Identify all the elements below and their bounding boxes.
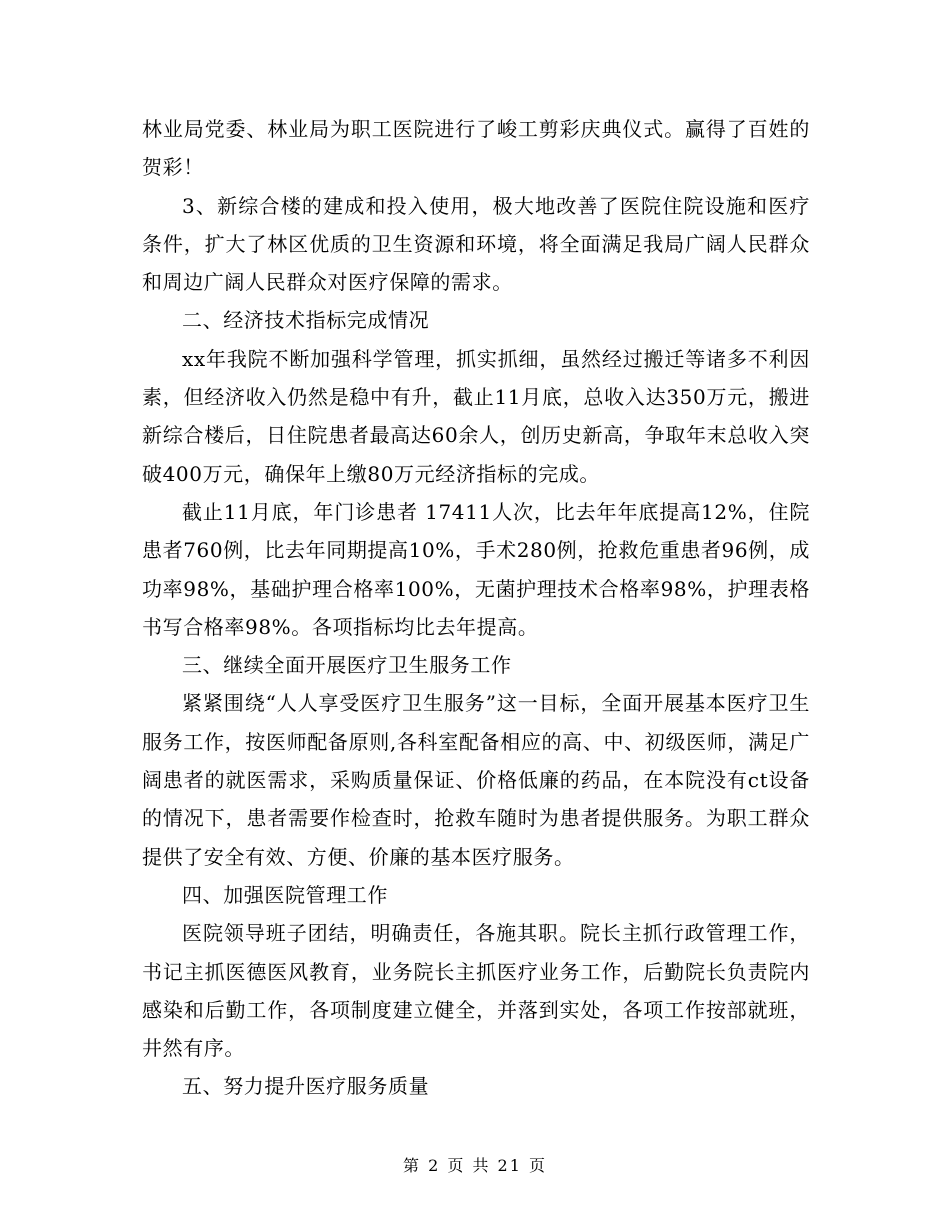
document-body — [142, 110, 810, 1106]
section-heading-medical-service: 三、继续全面开展医疗卫生服务工作 — [182, 653, 512, 678]
paragraph-management: 医院领导班子团结，明确责任，各施其职。院长主抓行政管理工作，书记主抓医德医风教育，业务院长主抓医疗业务工作，后勤院长负责院内感染和后勤工作，各项制度建立健全，并落到实处，各项工作按部就班，井然有序。 — [142, 921, 810, 1061]
paragraph-statistics: 截止11月底，年门诊患者 17411人次，比去年年底提高12%，住院患者760例，比去年同期提高10%，手术280例，抢救危重患者96例，成功率98%，基础护理合格率100%，无菌护理技术合格率98%，护理表格书写合格率98%。各项指标均比去年提高。 — [142, 499, 810, 639]
section-heading-economic-indicators: 二、经济技术指标完成情况 — [182, 308, 430, 333]
paragraph-income: xx年我院不断加强科学管理，抓实抓细，虽然经过搬迁等诸多不利因素，但经济收入仍然是稳中有升，截止11月底，总收入达350万元，搬进新综合楼后，日住院患者最高达60余人，创历史新高，争取年末总收入突破400万元，确保年上缴80万元经济指标的完成。 — [142, 346, 810, 486]
paragraph-new-building: 3、新综合楼的建成和投入使用，极大地改善了医院住院设施和医疗条件，扩大了林区优质的卫生资源和环境，将全面满足我局广阔人民群众和周边广阔人民群众对医疗保障的需求。 — [142, 193, 810, 295]
page-number-footer: 第 2 页 共 21 页 — [403, 1156, 547, 1175]
section-heading-service-quality: 五、努力提升医疗服务质量 — [182, 1074, 430, 1099]
paragraph-continuation: 林业局党委、林业局为职工医院进行了峻工剪彩庆典仪式。赢得了百姓的贺彩！ — [142, 117, 810, 180]
paragraph-medical-service: 紧紧围绕“人人享受医疗卫生服务”这一目标，全面开展基本医疗卫生服务工作，按医师配备原则,各科室配备相应的高、中、初级医师，满足广阔患者的就医需求，采购质量保证、价格低廉的药品，在本院没有ct设备的情况下，患者需要作检查时，抢救车随时为患者提供服务。为职工群众提供了安全有效、方便、价廉的基本医疗服务。 — [142, 691, 810, 869]
section-heading-hospital-management: 四、加强医院管理工作 — [182, 882, 388, 907]
